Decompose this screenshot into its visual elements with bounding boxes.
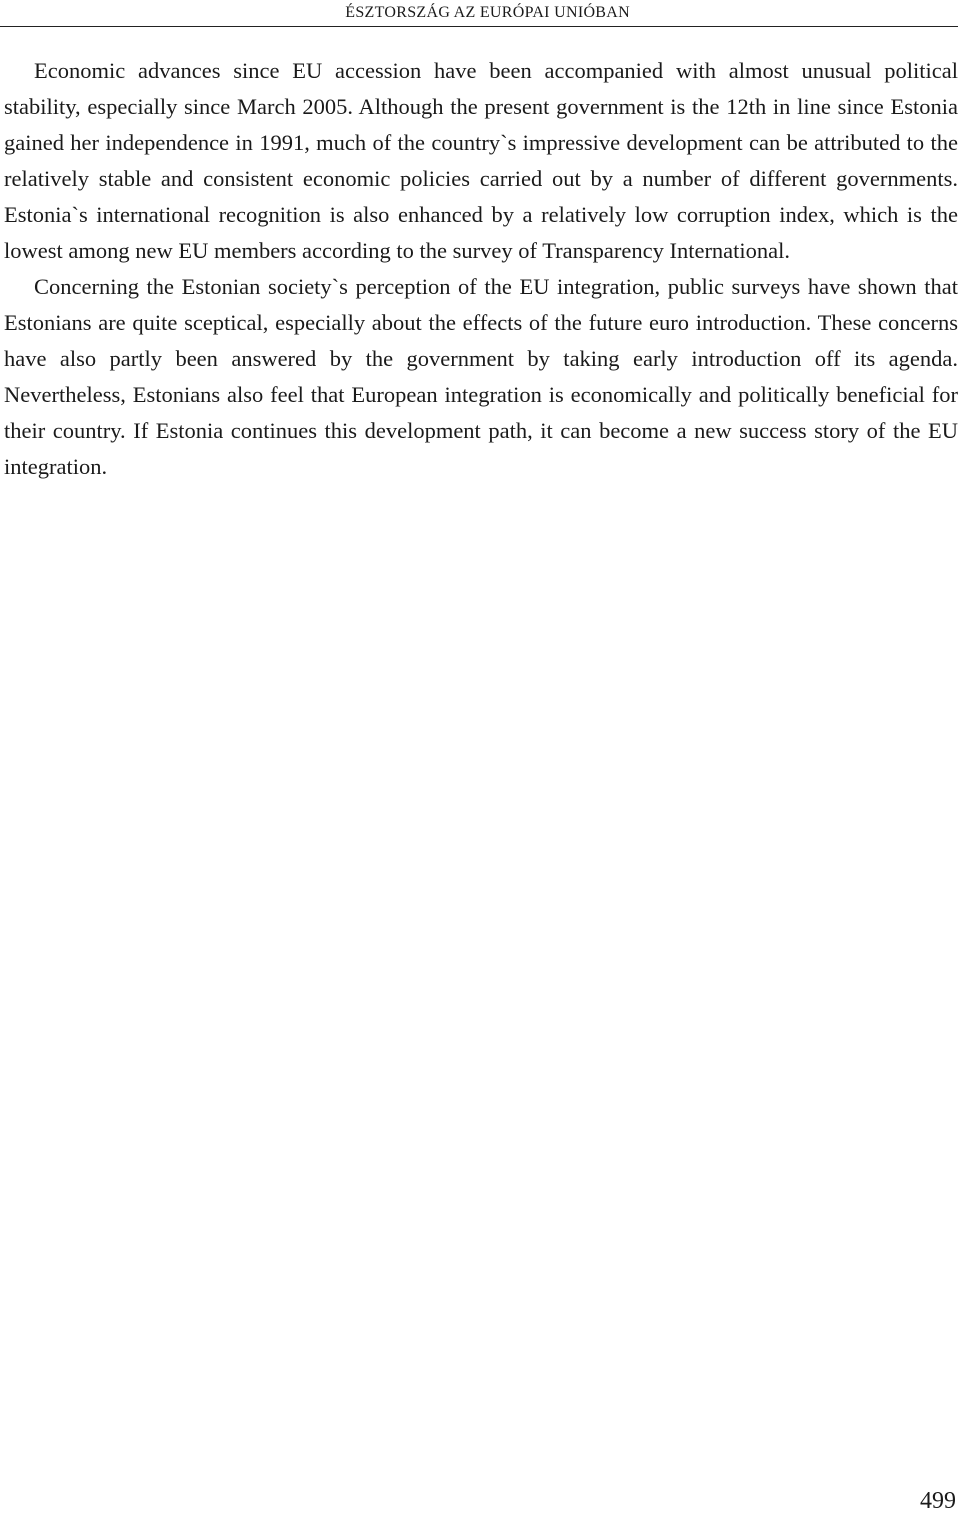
paragraph: Concerning the Estonian society`s perception of the EU integration, public surveys have shown that Estonians are quite sceptical, especially about the effects of the future euro introduction. These concerns have also partly been answered by the government by taking early introduction off its agenda. Nevertheless, Estonians also feel that European integration is economically and politically beneficial for their country. If Estonia continues this development path, it can become a new success story of the EU integration. [4,274,958,479]
running-header-title: ÉSZTORSZÁG AZ EURÓPAI UNIÓBAN [345,4,630,21]
article-body [4,53,958,485]
running-header [0,0,958,27]
page-number: 499 [920,1488,956,1514]
paragraph: Economic advances since EU accession have been accompanied with almost unusual political stability, especially since March 2005. Although the present government is the 12th in line since Estonia gained her independence in 1991, much of the country`s impressive development can be attributed to the relatively stable and consistent economic policies carried out by a number of different governments. Estonia`s international recognition is also enhanced by a relatively low corruption index, which is the lowest among new EU members according to the survey of Transparency International. [4,58,958,263]
